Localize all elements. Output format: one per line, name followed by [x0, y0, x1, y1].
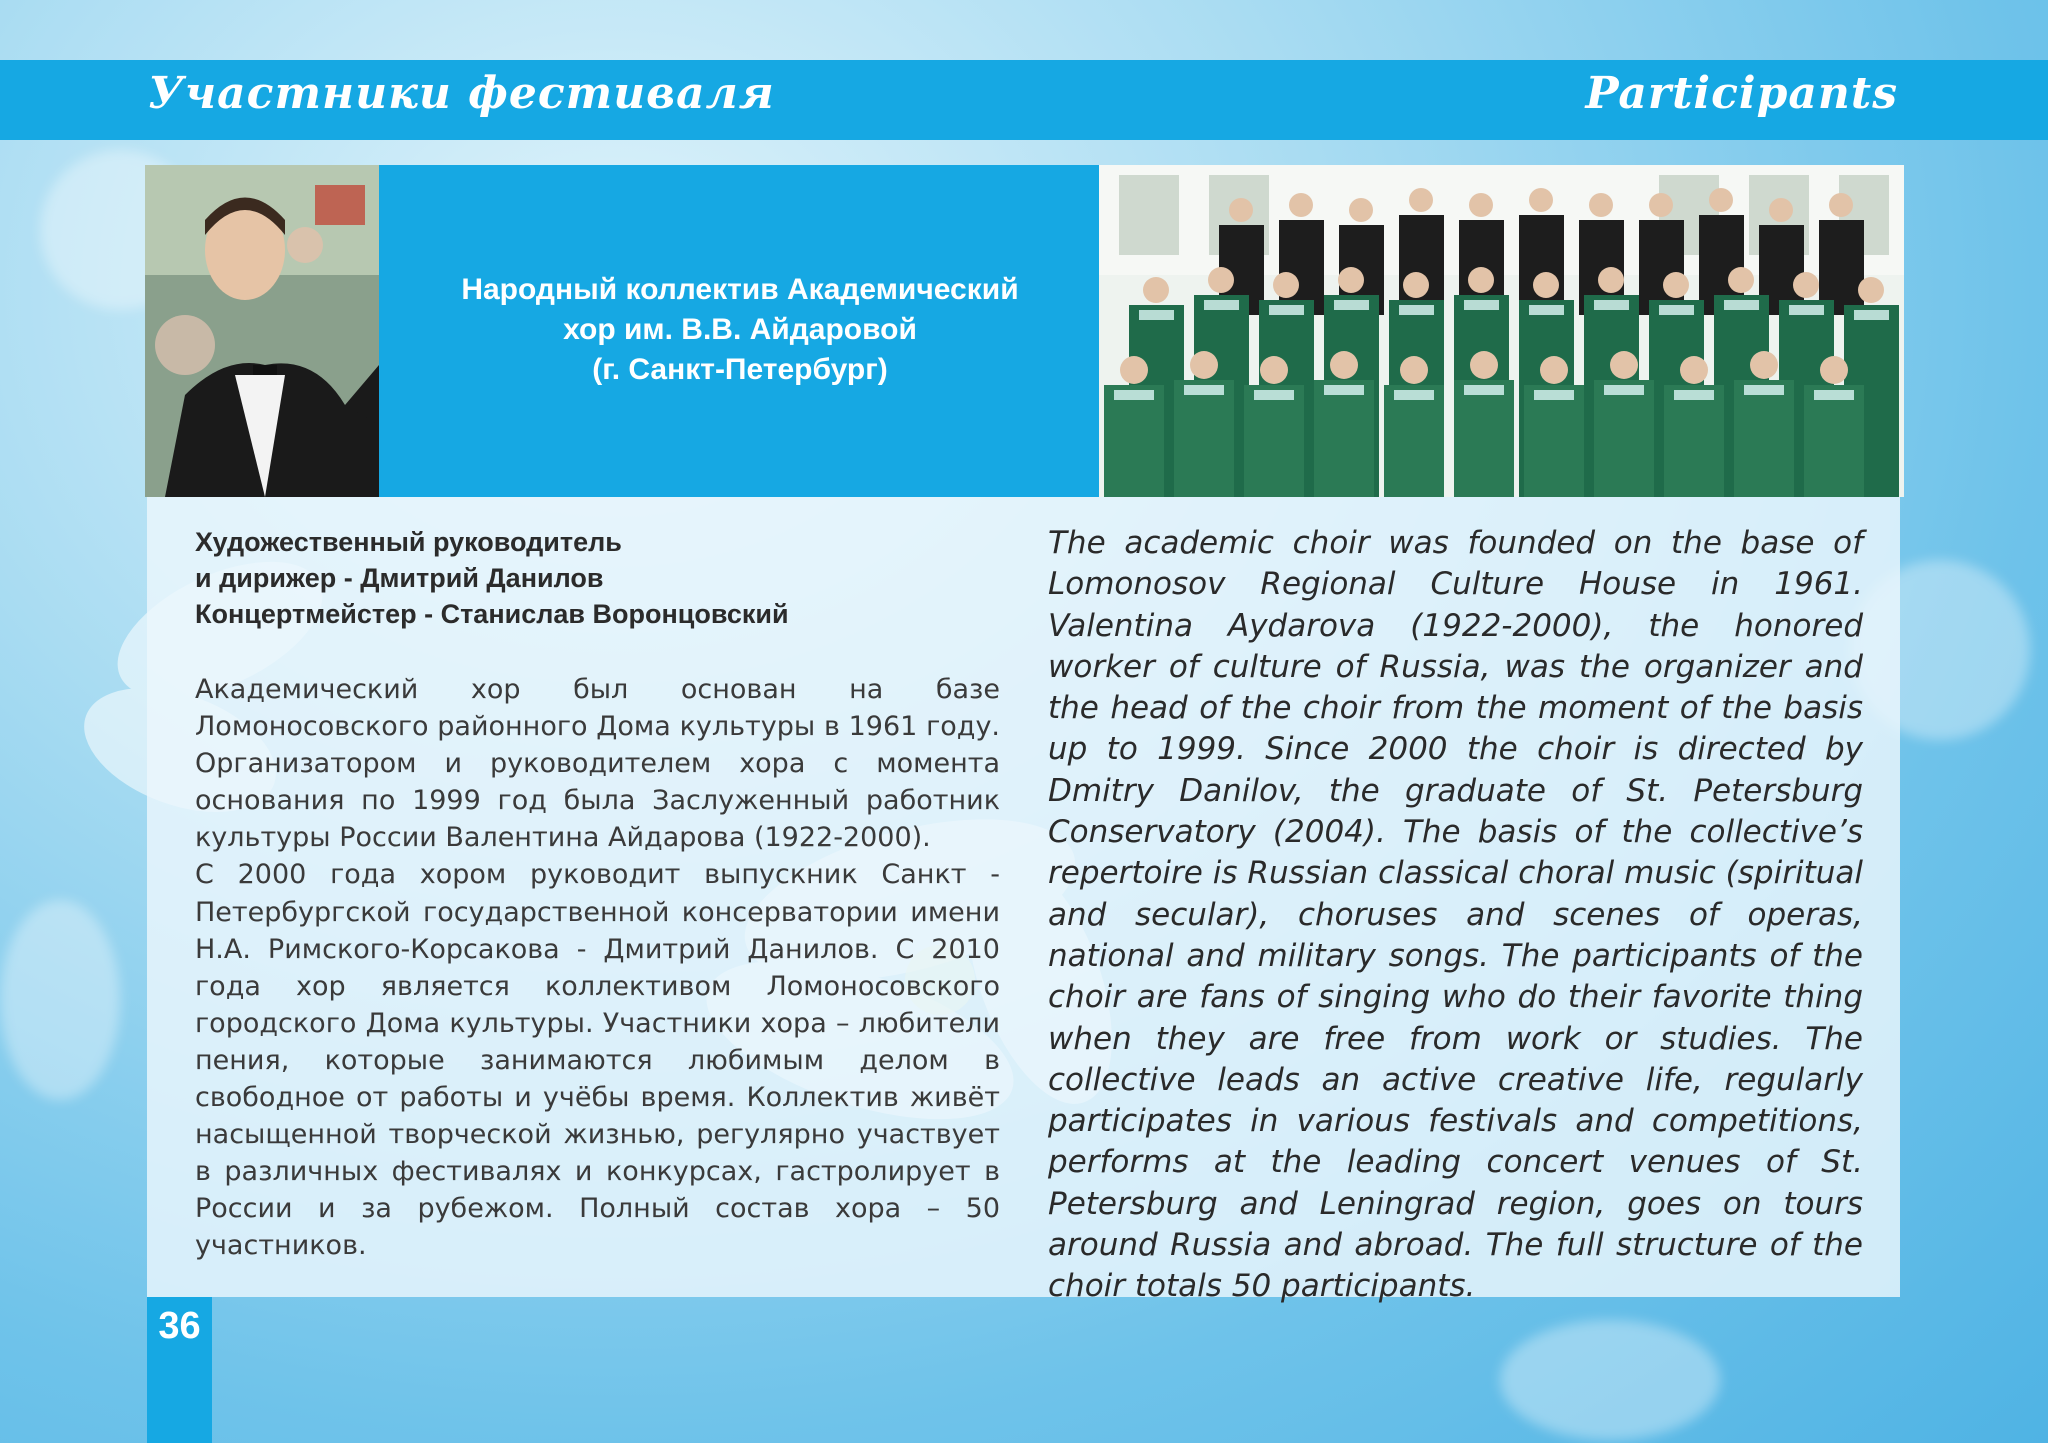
- choir-photo: [1099, 165, 1904, 497]
- russian-paragraph-1: Академический хор был основан на базе Ломоносовского районного Дома культуры в 1961 году. Организатором и руководителем хора с момента основания по 1999 год была Заслуженный работник культуры России Валентина Айдарова (1922-2000).: [195, 674, 1000, 854]
- conductor-photo: [145, 165, 379, 497]
- page-number: 36: [158, 1305, 201, 1347]
- accompanist-credit: Концертмейстер - Станислав Воронцовский: [195, 599, 789, 629]
- choir-title-line3: (г. Санкт-Петербург): [592, 353, 888, 386]
- section-title-ru: Участники фестиваля: [148, 68, 775, 119]
- choir-title-line2: хор им. В.В. Айдаровой: [563, 313, 917, 346]
- choir-title-line1: Народный коллектив Академический: [461, 273, 1019, 306]
- russian-description: [195, 671, 1000, 1265]
- credits-block: [195, 524, 915, 632]
- russian-paragraph-2: С 2000 года хором руководит выпускник Санкт - Петербургской государственной консерватории имени Н.А. Римского-Корсакова - Дмитрий Данилов. С 2010 года хор является коллективом Ломоносовского городского Дома культуры. Участники хора – любители пения, которые занимаются любимым делом в свободное от работы и учёбы время. Коллектив живёт насыщенной творческой жизнью, регулярно участвует в различных фестивалях и конкурсах, гастролирует в России и за рубежом. Полный состав хора – 50 участников.: [195, 859, 1000, 1262]
- background-bokeh: [1500, 1320, 1720, 1440]
- section-title-en: Participants: [1585, 68, 1898, 119]
- conductor-credit: и дирижер - Дмитрий Данилов: [195, 563, 604, 593]
- english-description: The academic choir was founded on the base of Lomonosov Regional Culture House in 1961. Valentina Aydarova (1922-2000), the honored worker of culture of Russia, was the organizer and the head of the choir from the moment of the basis up to 1999. Since 2000 the choir is directed by Dmitry Danilov, the graduate of St. Petersburg Conservatory (2004). The basis of the collective’s repertoire is Russian classical choral music (spiritual and secular), choruses and scenes of operas, national and military songs. The participants of the choir are fans of singing who do their favorite thing when they are free from work or studies. The collective leads an active creative life, regularly participates in various festivals and competitions, performs at the leading concert venues of St. Petersburg and Leningrad region, goes on tours around Russia and abroad. The full structure of the choir totals 50 participants.: [1048, 525, 1863, 1305]
- artistic-director-label: Художественный руководитель: [195, 527, 622, 557]
- choir-title: [400, 270, 1080, 390]
